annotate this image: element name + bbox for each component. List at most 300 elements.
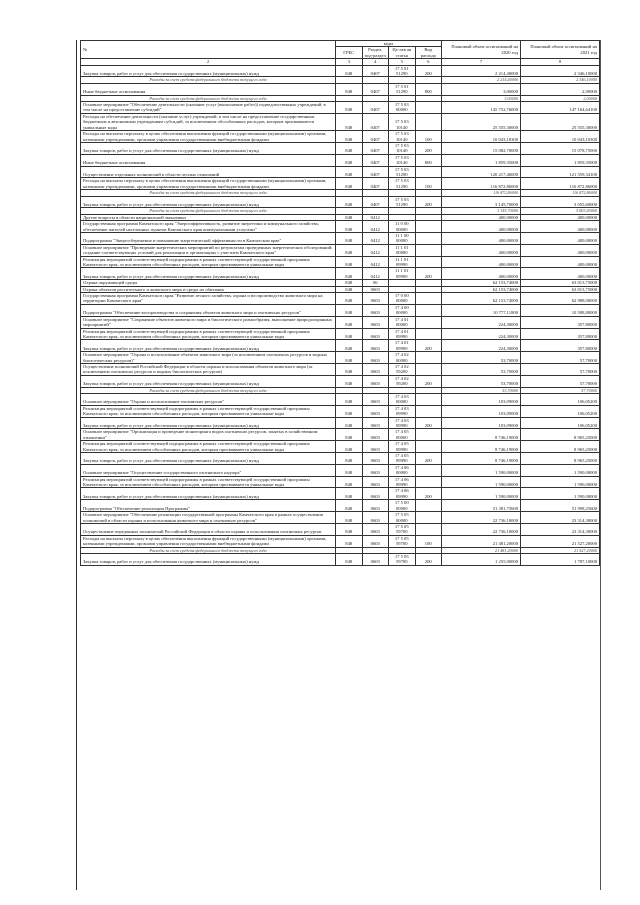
row-grbs: 848 [336,464,363,476]
row-name: Основное мероприятие "Охрана и использование объектов животного мира (за исключением охотничьих ресурсов и водных биологических ресурсов)" [81,352,336,364]
header-num-label: № [83,46,88,52]
row-section: 0603 [362,293,389,305]
row-grbs: 848 [336,268,363,280]
row-value-2020: 53,70000 [442,352,521,364]
row-name: Закупка товаров, работ и услуг для обеспечения государственных (муниципальных) нужд [81,553,336,565]
row-target-article: 17 5 03 51290 [389,166,416,178]
row-value-2021: 8 965,25000 [521,441,600,453]
row-expense-type [415,523,442,535]
row-target-article: 17 4 06 09990 [389,476,416,488]
row-target-article: 11 1 01 09990 [389,268,416,280]
header-expense-type: Вид расхода [415,47,442,59]
row-grbs: 848 [336,154,363,166]
row-target-article: 17 5 05 59700 [389,535,416,547]
row-target-article: 17 4 06 09990 [389,488,416,500]
row-grbs: 848 [336,352,363,364]
row-grbs: 848 [336,166,363,178]
row-name: Закупка товаров, работ и услуг для обеспечения государственных (муниципальных) нужд [81,340,336,352]
row-value-2021: 357,80000 [521,340,600,352]
row-section: 0407 [362,166,389,178]
table-row [81,178,600,190]
row-target-article: 17 5 01 51290 [389,65,416,77]
table-row [81,304,600,316]
row-name: Расходы на выплаты персоналу в целях обеспечения выполнения функций государственными (муниципальными) органами, казенными учреждениями, органами управления государственными внебюджетными фондами [81,535,336,547]
row-target-article: 17 5 00 00000 [389,500,416,512]
table-row [81,244,600,256]
row-expense-type [415,233,442,245]
row-expense-type: 100 [415,535,442,547]
header-year-2020: Плановый объем ассигнований на 2020 год [442,41,521,59]
row-section: 0412 [362,233,389,245]
row-section: 0603 [362,429,389,441]
row-section: 0407 [362,142,389,154]
row-name: Расходы на обеспечение деятельности (оказание услуг) учреждений, в том числе на предоставление государственным бюджетным и автономным учреждениям субсидий, за исключением обособленных расходов, которым присваиваются уникальные коды [81,113,336,130]
row-expense-type: 100 [415,131,442,143]
row-target-article: 11 1 01 00000 [389,244,416,256]
row-value-2021: 62 988,00000 [521,293,600,305]
row-target-article: 11 0 00 00000 [389,221,416,233]
row-name: Реализация мероприятий соответствующей подпрограммы в рамках соответствующей государственной программы Камчатского края, за исключением обособленных расходов, которым присваиваются уникальные коды [81,441,336,453]
row-value-2020: 224,30000 [442,316,521,328]
row-section: 0603 [362,500,389,512]
table-row [81,417,600,429]
row-value-2020: 22 736,10000 [442,512,521,524]
row-grbs: 848 [336,453,363,465]
row-value-2020: 1 590,00000 [442,476,521,488]
row-name: Закупка товаров, работ и услуг для обеспечения государственных (муниципальных) нужд [81,268,336,280]
row-expense-type: 200 [415,65,442,77]
row-note-text: Расходы за счет средств федерального бюджета текущего года [81,190,336,196]
row-name: Государственная программа Камчатского края "Энергоэффективность, развитие энергетики и коммунального хозяйства, обеспечение жителей населенных пунктов Камчатского края коммунальными услугами" [81,221,336,233]
right-rule [600,40,601,890]
row-grbs: 848 [336,476,363,488]
row-expense-type [415,328,442,340]
table-row [81,142,600,154]
row-value-2021: 63 013,75000 [521,280,600,286]
table-row [81,429,600,441]
row-value-2020: 62 153,74000 [442,280,521,286]
row-value-2021: 57,70000 [521,363,600,375]
row-expense-type [415,166,442,178]
row-target-article: 17 5 05 59700 [389,553,416,565]
row-grbs: 848 [336,405,363,417]
row-name: Реализация мероприятий соответствующей подпрограммы в рамках соответствующей государственной программы Камчатского края, за исключением обособленных расходов, которым присваиваются уникальные коды [81,256,336,268]
row-name: Охрана окружающей среды [81,280,336,286]
row-grbs: 848 [336,102,363,114]
index-cell: 6 [415,59,442,65]
row-section: 0407 [362,154,389,166]
row-name: Иные бюджетные ассигнования [81,154,336,166]
row-value-2021: 57,70000 [521,375,600,387]
row-expense-type [415,244,442,256]
row-target-article: 17 0 00 00000 [389,293,416,305]
row-grbs: 848 [336,221,363,233]
table-row [81,476,600,488]
row-section: 0412 [362,244,389,256]
row-expense-type: 200 [415,196,442,208]
row-section: 0412 [362,221,389,233]
row-value-2021: 1 590,00000 [521,476,600,488]
row-value-2020: 1 859,35000 [442,154,521,166]
row-target-article: 17 4 00 00000 [389,304,416,316]
index-cell: 2 [81,59,336,65]
row-target-article: 17 4 01 00000 [389,316,416,328]
row-grbs: 848 [336,375,363,387]
row-target-article: 17 5 05 00000 [389,512,416,524]
row-value-2020: 21 481,20000 [442,547,521,553]
row-value-2021: 23 314,30000 [521,512,600,524]
row-name: Государственная программа Камчатского края "Развитие лесного хозяйства, охрана и воспроизводство животного мира на территории Камчатского края" [81,293,336,305]
budget-table-sheet [80,40,600,566]
row-name: Основное мероприятие "Охрана и использование охотничьих ресурсов" [81,393,336,405]
row-target-article: 17 5 03 10140 [389,154,416,166]
row-value-2020: 224,30000 [442,328,521,340]
row-note-text: Расходы за счет средств федерального бюджета текущего года [81,77,336,83]
table-row [81,363,600,375]
row-value-2021: 2,00000 [521,95,600,101]
row-expense-type [415,405,442,417]
row-grbs: 848 [336,441,363,453]
table-row [81,340,600,352]
row-grbs: 848 [336,316,363,328]
row-value-2021: 357,80000 [521,328,600,340]
table-row [81,316,600,328]
row-grbs: 848 [336,293,363,305]
row-value-2020: 53,70000 [442,387,521,393]
row-section: 0603 [362,512,389,524]
row-value-2020: 103,09000 [442,405,521,417]
row-target-article: 17 4 02 59200 [389,375,416,387]
table-row [81,293,600,305]
row-target-article: 11 1 00 00000 [389,233,416,245]
table-row [81,233,600,245]
row-target-article: 17 5 03 10140 [389,131,416,143]
row-section: 0412 [362,256,389,268]
row-grbs: 848 [336,363,363,375]
table-row [81,256,600,268]
row-value-2020: 53,70000 [442,375,521,387]
row-expense-type [415,464,442,476]
index-cell: 4 [362,59,389,65]
row-section: 0407 [362,113,389,130]
row-name: Осуществление отдельных полномочий в области лесных отношений [81,166,336,178]
row-name: Закупка товаров, работ и услуг для обеспечения государственных (муниципальных) нужд [81,417,336,429]
row-name: Основное мероприятие "Организация и проведение мониторинга видов охотничьих ресурсов, занятых в хозяйственном отношении" [81,429,336,441]
row-name: Реализация мероприятий соответствующей подпрограммы в рамках соответствующей государственной программы Камчатского края, за исключением обособленных расходов, которым присваиваются уникальные коды [81,405,336,417]
row-section: 0407 [362,196,389,208]
row-value-2020: 8 746,19000 [442,429,521,441]
row-expense-type [415,256,442,268]
row-value-2020: 120 217,46000 [442,166,521,178]
row-value-2021: 1 590,00000 [521,464,600,476]
row-name: Закупка товаров, работ и услуг для обеспечения государственных (муниципальных) нужд [81,196,336,208]
table-row [81,131,600,143]
row-section: 0603 [362,328,389,340]
table-row [81,512,600,524]
row-target-article: 17 5 05 59700 [389,523,416,535]
row-value-2021: 57,70000 [521,387,600,393]
row-target-article: 11 1 01 09990 [389,256,416,268]
row-grbs: 848 [336,83,363,95]
row-value-2020: 3 145,70000 [442,196,521,208]
table-row [81,488,600,500]
row-value-2020: 224,30000 [442,340,521,352]
row-expense-type: 800 [415,83,442,95]
row-value-2021: 106,05200 [521,405,600,417]
row-expense-type: 200 [415,340,442,352]
row-value-2021: 21 527,20000 [521,535,600,547]
row-value-2020: 3 145,70000 [442,208,521,214]
row-section: 0412 [362,268,389,280]
row-grbs: 848 [336,233,363,245]
row-target-article: 17 4 02 00000 [389,352,416,364]
row-target-article: 17 5 03 00000 [389,102,416,114]
table-body [81,65,600,565]
row-value-2020: 25 555,30000 [442,113,521,130]
row-value-2020: 62 153,74000 [442,293,521,305]
row-grbs: 848 [336,512,363,524]
row-expense-type [415,102,442,114]
row-value-2020: 145 752,76000 [442,102,521,114]
row-value-2020: 3,00000 [442,95,521,101]
row-grbs: 848 [336,553,363,565]
row-section: 0603 [362,553,389,565]
row-target-article: 17 4 03 09990 [389,405,416,417]
row-grbs: 848 [336,286,363,292]
row-value-2020: 10 777,11800 [442,304,521,316]
row-value-2020: 400,00000 [442,233,521,245]
row-value-2021: 1 859,35000 [521,154,600,166]
row-section: 0603 [362,304,389,316]
row-value-2020: 400,00000 [442,221,521,233]
row-section: 0407 [362,131,389,143]
table-row [81,328,600,340]
row-section: 0603 [362,363,389,375]
row-value-2020: 400,00000 [442,256,521,268]
row-expense-type: 200 [415,488,442,500]
row-value-2020: 116 872,86000 [442,178,521,190]
table-row [81,375,600,387]
row-name: Подпрограмма "Обеспечение воспроизводства и сохранения объектов животного мира и охотничьих ресурсов" [81,304,336,316]
row-target-article: 17 4 05 09990 [389,453,416,465]
row-value-2021: 10 588,80000 [521,304,600,316]
row-section: 0407 [362,83,389,95]
row-section: 06 [362,280,389,286]
row-value-2020: 10 043,10300 [442,131,521,143]
table-row [81,405,600,417]
row-value-2020: 62 153,74000 [442,286,521,292]
row-name: Иные бюджетные ассигнования [81,83,336,95]
row-target-article: 17 4 05 00000 [389,429,416,441]
row-grbs: 848 [336,328,363,340]
row-value-2020: 53,70000 [442,363,521,375]
row-value-2021: 8 965,25000 [521,429,600,441]
row-expense-type [415,441,442,453]
row-value-2020: 1 590,00000 [442,488,521,500]
row-section: 0407 [362,178,389,190]
row-expense-type [415,393,442,405]
row-target-article: 17 4 03 00000 [389,393,416,405]
row-value-2020: 1 255,00000 [442,553,521,565]
row-section: 0603 [362,523,389,535]
header-section: Раздел, под-раздел [362,47,389,59]
table-row [81,221,600,233]
row-value-2021: 3 055,60000 [521,196,600,208]
row-target-article: 17 4 03 09990 [389,417,416,429]
row-grbs: 848 [336,131,363,143]
row-grbs: 848 [336,304,363,316]
row-note-text: Расходы за счет средств федерального бюджета текущего года [81,547,336,553]
table-row [81,535,600,547]
row-value-2021: 357,80000 [521,316,600,328]
row-grbs: 848 [336,500,363,512]
row-value-2020: 8 746,19000 [442,441,521,453]
row-grbs: 848 [336,244,363,256]
row-value-2021: 15 078,75000 [521,142,600,154]
row-expense-type [415,363,442,375]
row-target-article: 17 5 03 10140 [389,142,416,154]
row-value-2021: 57,70000 [521,352,600,364]
row-section: 0603 [362,375,389,387]
row-expense-type [415,500,442,512]
row-value-2020: 21 481,20000 [442,535,521,547]
row-grbs: 848 [336,417,363,429]
row-section: 0603 [362,286,389,292]
header-target-article: Це-лев ая статья [389,47,416,59]
table-row [81,553,600,565]
row-value-2020: 3,00000 [442,83,521,95]
row-expense-type [415,113,442,130]
row-section: 0603 [362,464,389,476]
row-name: Основное мероприятие "Обеспечение деятельности (оказание услуг (выполнение работ)) подведомственных учреждений, в том числе на предоставление субсидий" [81,102,336,114]
row-value-2021: 63 013,75000 [521,286,600,292]
row-name: Основное мероприятие "Осуществление государственного охотничьего надзора" [81,464,336,476]
row-value-2021: 400,00000 [521,244,600,256]
row-target-article: 17 5 03 51290 [389,178,416,190]
row-name: Осуществление переданных полномочий Российской Федерации в области охраны и использования охотничьих ресурсов [81,523,336,535]
row-name: Осуществление полномочий Российской Федерации в области охраны и использования объектов животного мира (за исключением охотничьих ресурсов и водных биологических ресурсов) [81,363,336,375]
row-name: Другие вопросы в области национальной экономики [81,214,336,220]
header-codes-group: коды [336,41,442,47]
table-row [81,83,600,95]
header-name-cell [81,41,336,59]
row-grbs: 848 [336,488,363,500]
row-name: Закупка товаров, работ и услуг для обеспечения государственных (муниципальных) нужд [81,65,336,77]
row-section: 0603 [362,441,389,453]
row-section: 0603 [362,453,389,465]
row-name: Расходы на выплаты персоналу в целях обеспечения выполнения функций государственными (муниципальными) органами, казенными учреждениями, органами управления государственными внебюджетными фондами [81,131,336,143]
row-section: 0603 [362,488,389,500]
index-cell: 7 [442,59,521,65]
row-name: Закупка товаров, работ и услуг для обеспечения государственных (муниципальных) нужд [81,453,336,465]
row-section: 0603 [362,405,389,417]
row-expense-type [415,352,442,364]
header-year-2021: Плановый объем ассигнований на 2021 год [521,41,600,59]
row-value-2021: 400,00000 [521,214,600,220]
table-row [81,352,600,364]
row-name: Подпрограмма "Энергосбережение и повышение энергетической эффективности в Камчатском крае" [81,233,336,245]
row-section: 0603 [362,417,389,429]
row-grbs: 848 [336,429,363,441]
row-value-2021: 51 998,25600 [521,500,600,512]
row-expense-type [415,293,442,305]
row-value-2021: 2 346,10000 [521,77,600,83]
row-value-2020: 51 381,75600 [442,500,521,512]
row-name: Закупка товаров, работ и услуг для обеспечения государственных (муниципальных) нужд [81,375,336,387]
row-value-2021: 2,00000 [521,83,600,95]
row-value-2021: 400,00000 [521,268,600,280]
table-row [81,464,600,476]
row-value-2021: 5 803,40000 [521,208,600,214]
row-target-article: 17 4 05 09990 [389,441,416,453]
row-expense-type: 200 [415,453,442,465]
row-value-2021: 400,00000 [521,256,600,268]
index-cell: 5 [389,59,416,65]
row-value-2021: 400,00000 [521,221,600,233]
row-value-2021: 23 314,30000 [521,523,600,535]
row-value-2020: 103,09000 [442,393,521,405]
row-value-2021: 1 590,00000 [521,488,600,500]
row-grbs: 848 [336,142,363,154]
table-row [81,154,600,166]
row-target-article: 17 4 01 09990 [389,340,416,352]
row-expense-type: 100 [415,178,442,190]
row-name: Охрана объектов растительного и животного мира и среды их обитания [81,286,336,292]
row-expense-type: 200 [415,417,442,429]
row-note-text: Расходы за счет средств федерального бюджета текущего года [81,208,336,214]
table-row [81,441,600,453]
table-row [81,166,600,178]
row-value-2020: 1 590,00000 [442,464,521,476]
header-grbs: ГРБС [336,47,363,59]
row-section: 0407 [362,102,389,114]
row-value-2021: 10 043,10300 [521,131,600,143]
row-section: 0603 [362,535,389,547]
row-expense-type [415,221,442,233]
row-name: Реализация мероприятий соответствующей подпрограммы в рамках соответствующей государственной программы Камчатского края, за исключением обособленных расходов, которым присваиваются уникальные коды [81,328,336,340]
row-grbs: 848 [336,196,363,208]
row-expense-type [415,304,442,316]
row-value-2021: 21 527,20000 [521,547,600,553]
row-value-2020: 400,00000 [442,268,521,280]
row-value-2021: 121 559,34100 [521,166,600,178]
row-value-2021: 106,05200 [521,417,600,429]
row-grbs: 848 [336,523,363,535]
row-value-2020: 8 746,19000 [442,453,521,465]
row-expense-type: 200 [415,375,442,387]
table-row [81,196,600,208]
row-expense-type [415,512,442,524]
table-row [81,453,600,465]
row-target-article: 17 5 03 51290 [389,196,416,208]
row-value-2020: 2 214,40000 [442,77,521,83]
table-row [81,393,600,405]
row-value-2020: 400,00000 [442,214,521,220]
row-value-2020: 116 872,86000 [442,190,521,196]
row-value-2021: 147 164,64100 [521,102,600,114]
left-rule [76,40,77,890]
row-expense-type [415,316,442,328]
row-value-2021: 400,00000 [521,233,600,245]
row-section: 0603 [362,476,389,488]
row-section: 0412 [362,214,389,220]
row-section: 0407 [362,65,389,77]
index-cell: 3 [336,59,363,65]
row-value-2021: 8 965,25000 [521,453,600,465]
row-note-text: Расходы за счет средств федерального бюджета текущего года [81,387,336,393]
row-note-text: Расходы за счет средств федерального бюджета текущего года [81,95,336,101]
row-grbs: 848 [336,113,363,130]
